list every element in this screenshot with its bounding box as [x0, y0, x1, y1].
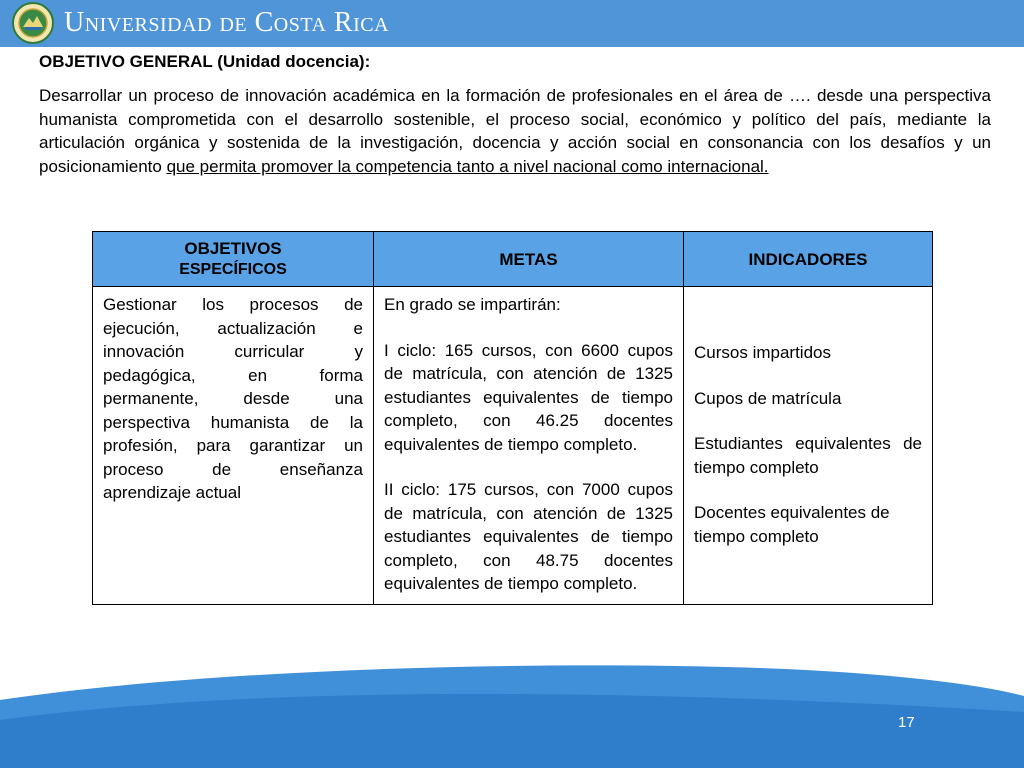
general-objective-text: [39, 84, 991, 178]
university-name: Universidad de Costa Rica: [64, 7, 390, 38]
table-row: [93, 287, 933, 605]
page-number: 17: [898, 714, 915, 731]
objetivo-especifico-text: Gestionar los procesos de ejecución, actualización e innovación curricular y pedagógica, en forma permanente, desde una perspectiva humanista de la profesión, para garantizar un proceso de enseñanza aprendizaje actual: [103, 295, 363, 502]
col-header-objetivos: [93, 232, 374, 287]
col-header-objetivos-line1: OBJETIVOS: [184, 239, 282, 258]
cell-metas: [374, 287, 684, 605]
university-seal-logo: [11, 2, 55, 44]
indicador-cupos: Cupos de matrícula: [694, 388, 842, 408]
indicador-docentes: Docentes equivalentes de tiempo completo: [694, 503, 890, 546]
meta-i-ciclo: I ciclo: 165 cursos, con 6600 cupos de matrícula, con atención de 1325 estudiantes equivalentes de tiempo completo, con 46.25 docentes equivalentes de tiempo completo.: [384, 340, 673, 454]
indicador-estudiantes: Estudiantes equivalentes de tiempo completo: [694, 434, 922, 477]
objectives-table-container: [92, 231, 933, 605]
general-objective-section: [39, 52, 991, 178]
indicador-cursos: Cursos impartidos: [694, 343, 831, 362]
footer-swoosh: [0, 660, 1024, 768]
objectives-table: [92, 231, 933, 605]
general-objective-heading: OBJETIVO GENERAL (Unidad docencia):: [39, 52, 371, 71]
cell-indicadores: [684, 287, 933, 605]
cell-objetivo-especifico: [93, 287, 374, 605]
table-header-row: [93, 232, 933, 287]
col-header-metas: METAS: [374, 232, 684, 287]
meta-intro: En grado se impartirán:: [384, 295, 561, 314]
col-header-indicadores: INDICADORES: [684, 232, 933, 287]
objective-text-main: Desarrollar un proceso de innovación académica en la formación de profesionales en el área de …. desde una perspectiva humanista comprometida con el desarrollo sostenible, el proceso social, económico y político del país, mediante la articulación orgánica y sostenida de la investigación, docencia y acción social en consonancia con los desafíos y un posicionamiento: [39, 86, 991, 176]
objective-text-underlined: que permita promover la competencia tanto a nivel nacional como internacional.: [166, 156, 769, 176]
col-header-objetivos-line2: ESPECÍFICOS: [179, 261, 287, 278]
meta-ii-ciclo: II ciclo: 175 cursos, con 7000 cupos de matrícula, con atención de 1325 estudiantes equivalentes de tiempo completo, con 48.75 docentes equivalentes de tiempo completo.: [384, 480, 673, 593]
